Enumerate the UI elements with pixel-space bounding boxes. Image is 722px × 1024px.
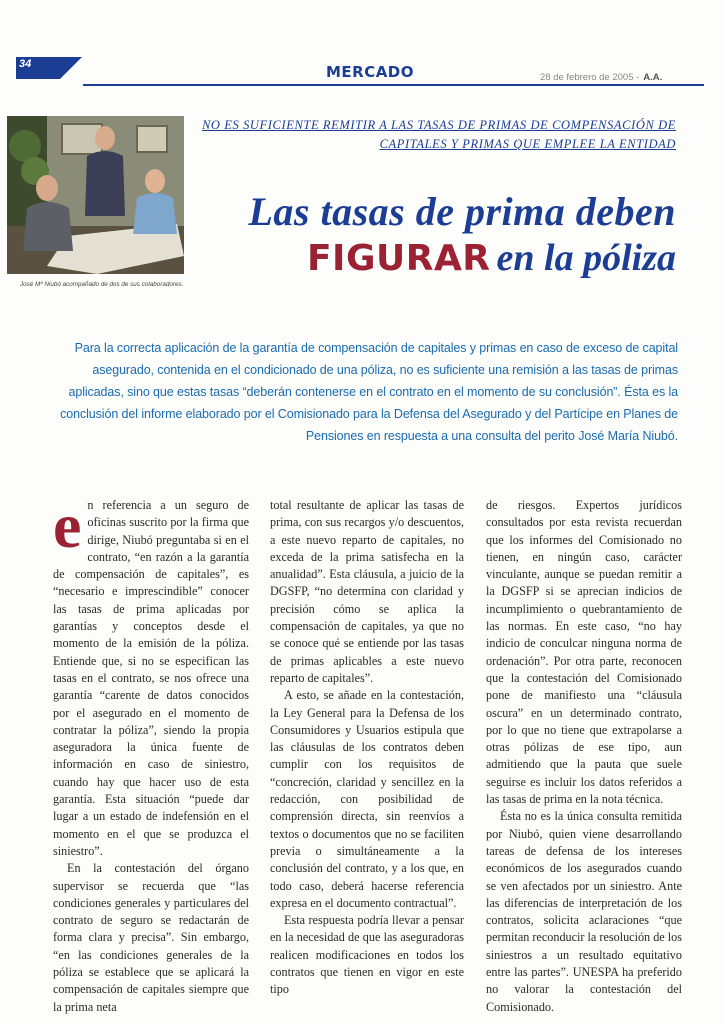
body-paragraph: total resultante de aplicar las tasas de prima, con sus recargos y/o descuentos, a este nuevo reparto de capitales, no exceda de la prima satisfecha en la anualidad”. Esta cláusula, a juicio de la DGSFP, “no determina con claridad y precisión cómo se aplica la compensación de capitales, ya que no se conoce qué se entiende por las tasas de primas aplicables a este nuevo reparto de capitales”.	[270, 498, 464, 685]
body-paragraph: A esto, se añade en la contestación, la Ley General para la Defensa de los Consumidores y Usuarios estipula que las cláusulas de los contratos deben cumplir con los requisitos de “concreción, claridad y sencillez en la redacción, con posibilidad de comprensión directa, sin reenvíos a textos o documentos que no se faciliten previa o simultáneamente a la conclusión del contrato, y a los que, en todo caso, deberá hacerse referencia expresa en el documento contractual”.	[270, 688, 464, 910]
headline-line-2	[190, 234, 676, 290]
body-paragraph: Ésta no es la única consulta remitida por Niubó, quien viene desarrollando tareas de defensa de los intereses económicos de los asegurados cuando se ven afectados por un siniestro. Ante las diferencias de interpretación de los contratos, solicita aclaraciones “que permitan reconducir la resolución de los siniestros a un resultado equitativo entre las partes”. UNESPA ha preferido no valorar la contestación del Comisionado.	[486, 809, 682, 1014]
body-column-2	[270, 497, 464, 999]
paragraph-text: n referencia a un seguro de oficinas suscrito por la firma que dirige, Niubó preguntaba si en el contrato, “en razón a la garantía de compensación de capitales”, es “necesario e imprescindible” conocer las tasas de prima aplicadas por garantías y conceptos desde el momento de la emisión de la póliza. Entiende que, si no se especifican las tasas en el contrato, se nos ofrece una garantía “carente de datos conocidos por el asegurado en el momento de contratar la póliza”, siendo la propia aseguradora la única fuente de información en caso de siniestro, cuando hay que hacer uso de esta garantía. Esta situación “puede dar lugar a un estado de indefensión en el momento en el que se produzca el siniestro”.	[53, 498, 249, 858]
body-column-3	[486, 497, 682, 1016]
headline-tail: en la póliza	[496, 237, 676, 279]
body-paragraph	[53, 490, 249, 860]
header-rule	[83, 84, 704, 86]
body-column-1	[53, 490, 249, 1016]
headline-line-1: Las tasas de prima deben	[248, 189, 676, 234]
article-kicker: NO ES SUFICIENTE REMITIR A LAS TASAS DE PRIMAS DE COMPENSACIÓN DE CAPITALES Y PRIMAS QUE EMPLEE LA ENTIDAD	[201, 118, 676, 151]
body-paragraph: de riesgos. Expertos jurídicos consultados por esta revista recuerdan que los informes del Comisionado no tienen, en ningún caso, carácter vinculante, aunque se puedan remitir a la DGSFP si se aprecian indicios de incumplimiento o quebrantamiento de las normas. En este caso, “no hay indicio de conculcar ninguna norma de ordenación”. Por otra parte, reconocen que la contestación del Comisionado pone de manifiesto una “cláusula oscura” en un determinado contrato, por lo que no tiene que extrapolarse a otras pólizas de ese tipo, aun admitiendo que la pauta que suele seguirse es incluir los datos referidos a las tasas de prima en la nota técnica.	[486, 498, 682, 807]
page-number: 34	[19, 58, 32, 70]
issue-date-text: 28 de febrero de 2005 -	[540, 72, 640, 83]
issue-date	[540, 72, 662, 83]
issue-brand: A.A.	[643, 72, 663, 83]
article-photo	[7, 116, 184, 274]
headline-emphasis: FIGURAR	[306, 238, 491, 279]
article-lead: Para la correcta aplicación de la garantía de compensación de capitales y primas en caso de exceso de capital asegurado, contenida en el condicionado de una póliza, no es suficiente una remisión a las tasas de primas aplicadas, sino que estas tasas “deberán contenerse en el contrato en el momento de su conclusión”. Ésta es la conclusión del informe elaborado por el Comisionado para la Defensa del Asegurado y del Partícipe en Planes de Pensiones en respuesta a una consulta del perito José María Niubó.	[60, 341, 678, 443]
photo-caption: José Mª Niubó acompañado de dos de sus colaboradores.	[20, 281, 184, 288]
body-paragraph: En la contestación del órgano supervisor se recuerda que “las condiciones generales y particulares del contrato de seguro se redactarán de forma clara y precisa”. Sin embargo, “en las condiciones generales de la póliza se establece que se aplicará la compensación de capitales siempre que la prima neta	[53, 861, 249, 1014]
section-title: MERCADO	[325, 63, 415, 81]
body-paragraph: Esta respuesta podría llevar a pensar en la necesidad de que las aseguradoras realicen modificaciones en todos los contratos que tienen en vigor en este tipo	[270, 913, 464, 997]
drop-cap: e	[53, 490, 82, 561]
